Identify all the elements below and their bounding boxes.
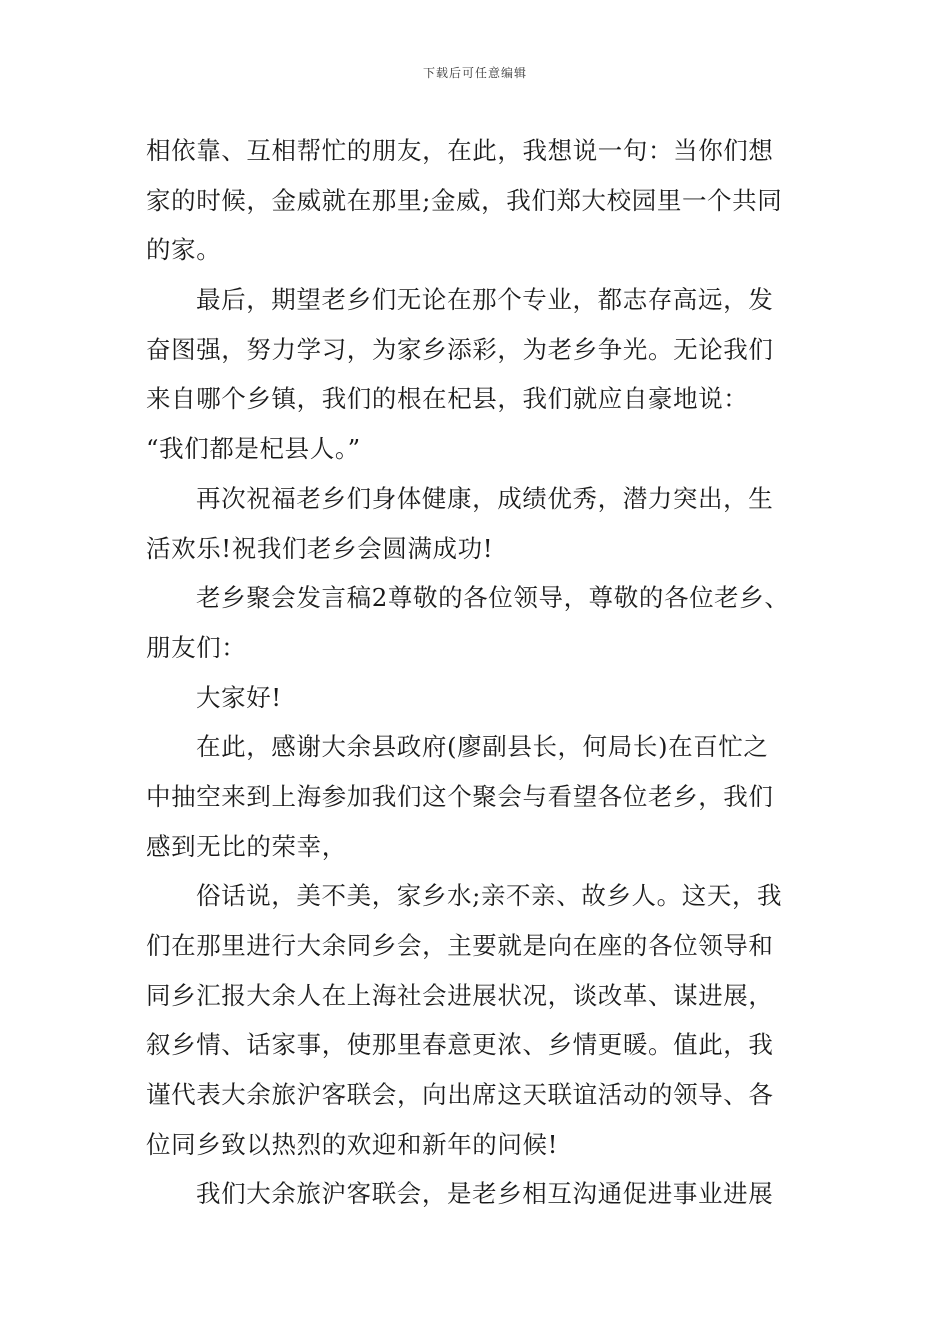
text-line: 中抽空来到上海参加我们这个聚会与看望各位老乡，我们 xyxy=(146,781,774,811)
text-line: 相依靠、互相帮忙的朋友，在此，我想说一句：当你们想 xyxy=(146,136,774,165)
text-line: 家的时候，金威就在那里;金威，我们郑大校园里一个共同 xyxy=(146,185,783,215)
text-line: 的家。 xyxy=(146,235,222,265)
text-line: 再次祝福老乡们身体健康，成绩优秀，潜力突出，生 xyxy=(196,483,774,513)
text-line: 在此，感谢大余县政府(廖副县长，何局长)在百忙之 xyxy=(196,732,769,762)
text-line: 最后，期望老乡们无论在那个专业，都志存高远，发 xyxy=(196,285,774,315)
text-line: 同乡汇报大余人在上海社会进展状况，谈改革、谋进展， xyxy=(146,980,774,1010)
text-line: 奋图强，努力学习，为家乡添彩，为老乡争光。无论我们 xyxy=(146,334,774,364)
text-line: 感到无比的荣幸， xyxy=(146,831,347,861)
text-line: “我们都是杞县人。” xyxy=(146,434,361,464)
text-line: 我们大余旅沪客联会，是老乡相互沟通促进事业进展 xyxy=(196,1179,774,1209)
document-body xyxy=(146,126,810,1219)
text-line: 来自哪个乡镇，我们的根在杞县，我们就应自豪地说： xyxy=(146,384,749,414)
text-line: 谨代表大余旅沪客联会，向出席这天联谊活动的领导、各 xyxy=(146,1080,774,1110)
text-line: 大家好! xyxy=(196,682,282,712)
text-line: 叙乡情、话家事，使那里春意更浓、乡情更暖。值此，我 xyxy=(146,1030,774,1060)
text-line: 活欢乐!祝我们老乡会圆满成功! xyxy=(146,533,494,563)
text-line: 朋友们： xyxy=(146,632,247,662)
page-header: 下载后可任意编辑 xyxy=(422,66,527,80)
text-line: 俗话说，美不美，家乡水;亲不亲、故乡人。这天，我 xyxy=(196,881,783,911)
text-line: 位同乡致以热烈的欢迎和新年的问候! xyxy=(146,1129,559,1159)
text-line: 们在那里进行大余同乡会，主要就是向在座的各位领导和 xyxy=(146,931,774,960)
text-line: 老乡聚会发言稿2尊敬的各位领导，尊敬的各位老乡、 xyxy=(196,583,790,613)
